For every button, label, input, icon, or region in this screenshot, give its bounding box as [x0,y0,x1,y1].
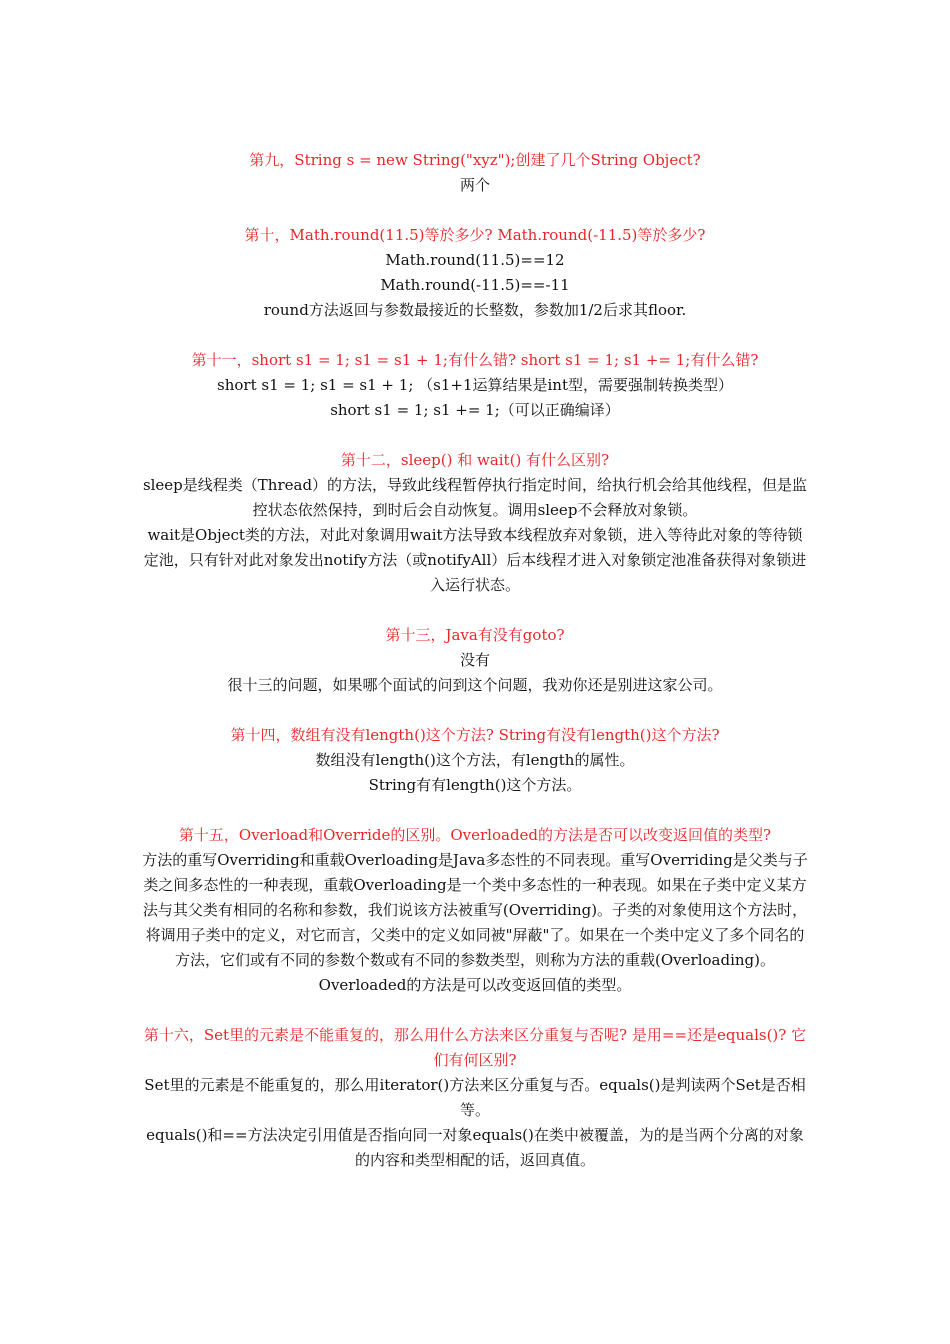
answer-paragraph: 方法的重写Overriding和重载Overloading是Java多态性的不同表现。重写Overriding是父类与子类之间多态性的一种表现，重载Overloading是一个类中多态性的一种表现。如果在子类中定义某方法与其父类有相同的名称和参数，我们说该方法被重写(Overriding)。子类的对象使用这个方法时，将调用子类中的定义，对它而言，父类中的定义如同被"屏蔽"了。如果在一个类中定义了多个同名的方法，它们或有不同的参数个数或有不同的参数类型，则称为方法的重载(Overloading)。Overloaded的方法是可以改变返回值的类型。 [142,851,808,994]
question-heading: 第十三，Java有没有goto? [385,626,565,644]
question-heading: 第十，Math.round(11.5)等於多少? Math.round(-11.5)等於多少? [244,226,706,244]
answer-line: short s1 = 1; s1 += 1;（可以正确编译） [330,401,620,419]
question-heading: 第十一，short s1 = 1; s1 = s1 + 1;有什么错? short s1 = 1; s1 += 1;有什么错? [191,351,759,369]
question-heading: 第十二，sleep() 和 wait() 有什么区别? [340,451,610,469]
section-q12 [140,448,810,598]
answer-paragraph: equals()和==方法决定引用值是否指向同一对象equals()在类中被覆盖，为的是当两个分离的对象的内容和类型相配的话，返回真值。 [146,1126,804,1169]
section-q16 [140,1023,810,1173]
answer-line: String有有length()这个方法。 [368,776,582,794]
answer-line: 数组没有length()这个方法，有length的属性。 [315,751,635,769]
question-heading: 第九，String s = new String("xyz");创建了几个String Object? [249,151,701,169]
answer-line: round方法返回与参数最接近的长整数，参数加1/2后求其floor. [263,301,687,319]
section-q13 [140,623,810,698]
answer-line: 很十三的问题，如果哪个面试的问到这个问题，我劝你还是别进这家公司。 [227,676,723,694]
question-heading: 第十四，数组有没有length()这个方法? String有没有length()这个方法? [230,726,720,744]
answer-line: short s1 = 1; s1 = s1 + 1; （s1+1运算结果是int型，需要强制转换类型） [217,376,733,394]
answer-line: 两个 [459,176,490,194]
answer-paragraph: sleep是线程类（Thread）的方法，导致此线程暂停执行指定时间，给执行机会给其他线程，但是监控状态依然保持，到时后会自动恢复。调用sleep不会释放对象锁。 [142,476,808,519]
answer-line: Math.round(11.5)==12 [385,251,565,269]
question-heading: 第十五，Overload和Override的区别。Overloaded的方法是否可以改变返回值的类型? [178,826,772,844]
answer-paragraph: Set里的元素是不能重复的，那么用iterator()方法来区分重复与否。equals()是判读两个Set是否相等。 [144,1076,806,1119]
section-q11 [140,348,810,423]
answer-line: Math.round(-11.5)==-11 [380,276,570,294]
section-q10 [140,223,810,323]
section-q9 [140,148,810,198]
answer-line: 没有 [459,651,490,669]
section-q15 [140,823,810,998]
section-q14 [140,723,810,798]
answer-paragraph: wait是Object类的方法，对此对象调用wait方法导致本线程放弃对象锁，进入等待此对象的等待锁定池，只有针对此对象发出notify方法（或notifyAll）后本线程才进入对象锁定池准备获得对象锁进入运行状态。 [143,526,807,594]
document-page [140,148,810,1198]
question-heading: 第十六，Set里的元素是不能重复的，那么用什么方法来区分重复与否呢? 是用==还是equals()? 它们有何区别? [143,1026,807,1069]
